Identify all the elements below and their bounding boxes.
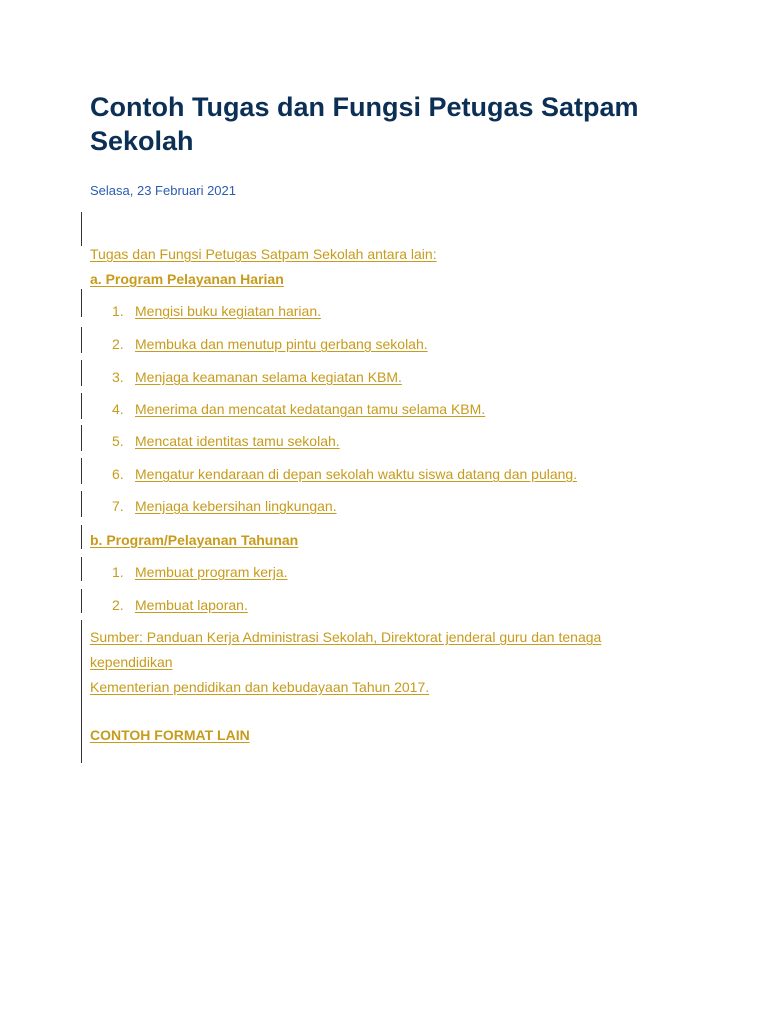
quote-rule bbox=[81, 458, 82, 484]
list-item[interactable]: 1. Mengisi buku kegiatan harian. bbox=[112, 303, 322, 319]
page-title: Contoh Tugas dan Fungsi Petugas Satpam Sekolah bbox=[90, 92, 639, 156]
list-item[interactable]: 6. Mengatur kendaraan di depan sekolah waktu siswa datang dan pulang. bbox=[112, 466, 578, 482]
quote-rule bbox=[81, 425, 82, 451]
quote-rule bbox=[81, 491, 82, 517]
quote-rule bbox=[81, 525, 82, 549]
list-item[interactable]: 2. Membuat laporan. bbox=[112, 597, 248, 613]
list-item[interactable]: 1. Membuat program kerja. bbox=[112, 564, 288, 580]
source-link[interactable]: Sumber: Panduan Kerja Administrasi Sekolah, Direktorat jenderal guru dan tenaga bbox=[90, 629, 602, 645]
quote-rule bbox=[81, 589, 82, 613]
section-b-heading[interactable]: b. Program/Pelayanan Tahunan bbox=[90, 532, 299, 548]
quote-rule bbox=[81, 557, 82, 581]
intro-link[interactable]: Tugas dan Fungsi Petugas Satpam Sekolah antara lain: bbox=[90, 246, 437, 262]
quote-rule bbox=[81, 212, 82, 246]
list-item[interactable]: 5. Mencatat identitas tamu sekolah. bbox=[112, 433, 340, 449]
list-item[interactable]: 2. Membuka dan menutup pintu gerbang sekolah. bbox=[112, 336, 428, 352]
quote-rule bbox=[81, 360, 82, 386]
list-item[interactable]: 4. Menerima dan mencatat kedatangan tamu selama KBM. bbox=[112, 401, 486, 417]
section-a-heading[interactable]: a. Program Pelayanan Harian bbox=[90, 271, 284, 287]
list-item[interactable]: 3. Menjaga keamanan selama kegiatan KBM. bbox=[112, 369, 402, 385]
quote-rule bbox=[81, 289, 82, 317]
other-format-link[interactable]: CONTOH FORMAT LAIN bbox=[90, 727, 250, 743]
post-date: Selasa, 23 Februari 2021 bbox=[90, 183, 236, 198]
list-item[interactable]: 7. Menjaga kebersihan lingkungan. bbox=[112, 498, 337, 514]
quote-rule bbox=[81, 393, 82, 419]
quote-rule bbox=[81, 327, 82, 353]
source-link[interactable]: Kementerian pendidikan dan kebudayaan Tahun 2017. bbox=[90, 679, 430, 695]
quote-rule bbox=[81, 620, 82, 763]
source-link[interactable]: kependidikan bbox=[90, 654, 173, 670]
